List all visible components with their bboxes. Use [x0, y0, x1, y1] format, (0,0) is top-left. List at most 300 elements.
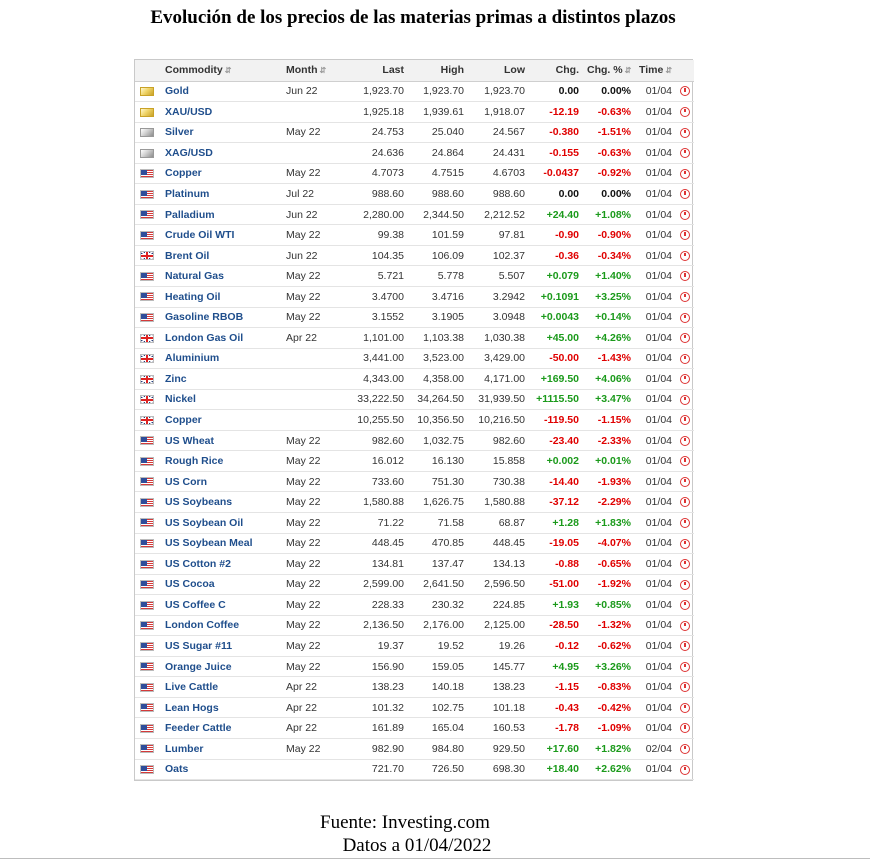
- last-cell: 134.81: [337, 554, 408, 575]
- commodity-link[interactable]: London Coffee: [165, 619, 240, 632]
- chg-pct-cell: -1.32%: [583, 615, 635, 636]
- us-flag-icon: [140, 662, 154, 671]
- commodity-link[interactable]: Brent Oil: [165, 249, 210, 262]
- low-cell: 68.87: [468, 512, 529, 533]
- time-cell: 01/04: [635, 697, 676, 718]
- last-cell: 2,280.00: [337, 204, 408, 225]
- commodity-link[interactable]: XAU/USD: [165, 105, 213, 118]
- commodity-link[interactable]: Gold: [165, 85, 189, 98]
- chg-pct-cell: -2.33%: [583, 430, 635, 451]
- clock-icon[interactable]: [680, 477, 690, 487]
- clock-icon[interactable]: [680, 333, 690, 343]
- clock-icon[interactable]: [680, 415, 690, 425]
- chg-cell: +1115.50: [529, 389, 583, 410]
- clock-cell: [676, 122, 694, 143]
- time-cell: 01/04: [635, 307, 676, 328]
- us-flag-icon: [140, 642, 154, 651]
- us-flag-icon: [140, 457, 154, 466]
- commodity-link[interactable]: US Soybeans: [165, 496, 233, 509]
- clock-icon[interactable]: [680, 271, 690, 281]
- time-cell: 01/04: [635, 492, 676, 513]
- commodity-cell: [161, 122, 282, 143]
- time-cell: 01/04: [635, 81, 676, 102]
- high-cell: 4,358.00: [408, 369, 468, 390]
- header-chg[interactable]: Chg.: [529, 60, 583, 81]
- commodity-link[interactable]: Natural Gas: [165, 270, 224, 283]
- last-cell: 228.33: [337, 595, 408, 616]
- commodity-cell: [161, 759, 282, 780]
- clock-icon[interactable]: [680, 210, 690, 220]
- commodity-link[interactable]: Platinum: [165, 188, 210, 200]
- last-cell: 448.45: [337, 533, 408, 554]
- chg-cell: -37.12: [529, 492, 583, 513]
- commodity-link[interactable]: London Gas Oil: [165, 331, 244, 344]
- header-high[interactable]: High: [408, 60, 468, 81]
- flag-cell: [135, 718, 161, 739]
- flag-cell: [135, 122, 161, 143]
- clock-icon[interactable]: [680, 313, 690, 323]
- flag-cell: [135, 266, 161, 287]
- clock-cell: [676, 430, 694, 451]
- commodity-cell: [161, 677, 282, 698]
- commodity-cell: [161, 286, 282, 307]
- chg-pct-cell: -0.63%: [583, 143, 635, 164]
- commodity-link[interactable]: US Soybean Meal: [165, 537, 253, 550]
- commodity-cell: [161, 184, 282, 205]
- clock-icon[interactable]: [680, 128, 690, 138]
- clock-cell: [676, 512, 694, 533]
- commodity-link[interactable]: Lumber: [165, 742, 204, 755]
- low-cell: 1,030.38: [468, 328, 529, 349]
- month-cell: May 22: [282, 533, 337, 554]
- low-cell: 15.858: [468, 451, 529, 472]
- commodity-link[interactable]: Copper: [165, 414, 202, 427]
- time-cell: 01/04: [635, 369, 676, 390]
- chg-pct-cell: -1.92%: [583, 574, 635, 595]
- time-cell: 01/04: [635, 143, 676, 164]
- low-cell: 97.81: [468, 225, 529, 246]
- gold-bar-icon: [140, 87, 154, 96]
- high-cell: 25.040: [408, 122, 468, 143]
- flag-cell: [135, 697, 161, 718]
- last-cell: 156.90: [337, 656, 408, 677]
- clock-icon[interactable]: [680, 148, 690, 158]
- flag-cell: [135, 636, 161, 657]
- flag-cell: [135, 143, 161, 164]
- commodity-link[interactable]: Gasoline RBOB: [165, 311, 244, 324]
- table-row: [135, 81, 694, 102]
- time-cell: 02/04: [635, 739, 676, 760]
- commodity-link[interactable]: US Wheat: [165, 434, 215, 447]
- month-cell: May 22: [282, 636, 337, 657]
- high-cell: 751.30: [408, 471, 468, 492]
- header-time[interactable]: [635, 60, 676, 81]
- clock-cell: [676, 266, 694, 287]
- high-cell: 159.05: [408, 656, 468, 677]
- last-cell: 988.60: [337, 184, 408, 205]
- last-cell: 2,136.50: [337, 615, 408, 636]
- high-cell: 1,103.38: [408, 328, 468, 349]
- month-cell: Apr 22: [282, 718, 337, 739]
- time-cell: 01/04: [635, 245, 676, 266]
- time-cell: 01/04: [635, 656, 676, 677]
- flag-cell: [135, 533, 161, 554]
- table-header-row: [135, 60, 694, 81]
- month-cell: Jun 22: [282, 245, 337, 266]
- data-date-line: Datos a 01/04/2022: [342, 835, 492, 856]
- clock-cell: [676, 184, 694, 205]
- commodity-cell: [161, 266, 282, 287]
- chg-pct-cell: -1.43%: [583, 348, 635, 369]
- clock-icon[interactable]: [680, 107, 690, 117]
- commodity-cell: [161, 143, 282, 164]
- commodity-cell: [161, 451, 282, 472]
- high-cell: 2,176.00: [408, 615, 468, 636]
- chg-cell: -1.15: [529, 677, 583, 698]
- clock-icon[interactable]: [680, 395, 690, 405]
- clock-cell: [676, 143, 694, 164]
- low-cell: 145.77: [468, 656, 529, 677]
- time-cell: 01/04: [635, 759, 676, 780]
- low-cell: 160.53: [468, 718, 529, 739]
- time-cell: 01/04: [635, 328, 676, 349]
- clock-icon[interactable]: [680, 518, 690, 528]
- high-cell: 5.778: [408, 266, 468, 287]
- uk-flag-icon: [140, 395, 154, 404]
- commodity-link[interactable]: XAG/USD: [165, 146, 213, 159]
- commodity-link[interactable]: Palladium: [165, 208, 215, 221]
- flag-cell: [135, 102, 161, 123]
- clock-icon[interactable]: [680, 292, 690, 302]
- clock-icon[interactable]: [680, 682, 690, 692]
- month-cell: May 22: [282, 595, 337, 616]
- commodity-cell: [161, 574, 282, 595]
- high-cell: 988.60: [408, 184, 468, 205]
- table-row: [135, 225, 694, 246]
- clock-icon[interactable]: [680, 641, 690, 651]
- commodity-cell: [161, 410, 282, 431]
- commodity-cell: [161, 328, 282, 349]
- table-row: [135, 122, 694, 143]
- us-flag-icon: [140, 744, 154, 753]
- table-row: [135, 512, 694, 533]
- high-cell: 16.130: [408, 451, 468, 472]
- us-flag-icon: [140, 765, 154, 774]
- commodity-cell: [161, 636, 282, 657]
- flag-cell: [135, 204, 161, 225]
- month-cell: May 22: [282, 554, 337, 575]
- flag-cell: [135, 225, 161, 246]
- commodity-link[interactable]: Feeder Cattle: [165, 722, 232, 735]
- chg-pct-cell: -1.09%: [583, 718, 635, 739]
- sort-icon[interactable]: ⇵: [224, 66, 232, 76]
- us-flag-icon: [140, 231, 154, 240]
- bottom-divider: [0, 858, 870, 859]
- commodity-link[interactable]: Heating Oil: [165, 290, 221, 303]
- month-cell: Apr 22: [282, 328, 337, 349]
- clock-icon[interactable]: [680, 169, 690, 179]
- month-cell: Jul 22: [282, 184, 337, 205]
- time-cell: 01/04: [635, 184, 676, 205]
- chg-pct-cell: -1.93%: [583, 471, 635, 492]
- commodity-link[interactable]: US Sugar #11: [165, 640, 233, 653]
- us-flag-icon: [140, 313, 154, 322]
- time-cell: 01/04: [635, 348, 676, 369]
- chg-cell: -0.0437: [529, 163, 583, 184]
- clock-icon[interactable]: [680, 456, 690, 466]
- low-cell: 730.38: [468, 471, 529, 492]
- clock-icon[interactable]: [680, 189, 690, 199]
- flag-cell: [135, 554, 161, 575]
- commodity-link[interactable]: Crude Oil WTI: [165, 229, 235, 242]
- high-cell: 470.85: [408, 533, 468, 554]
- time-cell: 01/04: [635, 471, 676, 492]
- last-cell: 104.35: [337, 245, 408, 266]
- commodity-link[interactable]: Lean Hogs: [165, 701, 219, 714]
- clock-icon[interactable]: [680, 86, 690, 96]
- chg-pct-cell: -1.51%: [583, 122, 635, 143]
- month-cell: May 22: [282, 163, 337, 184]
- flag-cell: [135, 677, 161, 698]
- chg-cell: +4.95: [529, 656, 583, 677]
- last-cell: 721.70: [337, 759, 408, 780]
- us-flag-icon: [140, 518, 154, 527]
- high-cell: 3,523.00: [408, 348, 468, 369]
- time-cell: 01/04: [635, 266, 676, 287]
- table-row: [135, 656, 694, 677]
- commodity-link[interactable]: Zinc: [165, 372, 187, 385]
- high-cell: 2,641.50: [408, 574, 468, 595]
- low-cell: 24.567: [468, 122, 529, 143]
- us-flag-icon: [140, 560, 154, 569]
- flag-cell: [135, 471, 161, 492]
- commodity-link[interactable]: US Soybean Oil: [165, 516, 244, 529]
- uk-flag-icon: [140, 375, 154, 384]
- table-row: [135, 389, 694, 410]
- clock-icon[interactable]: [680, 662, 690, 672]
- clock-cell: [676, 410, 694, 431]
- month-cell: May 22: [282, 266, 337, 287]
- clock-cell: [676, 245, 694, 266]
- table-row: [135, 574, 694, 595]
- last-cell: 4.7073: [337, 163, 408, 184]
- time-cell: 01/04: [635, 204, 676, 225]
- clock-icon[interactable]: [680, 374, 690, 384]
- commodity-cell: [161, 245, 282, 266]
- chg-pct-cell: +1.40%: [583, 266, 635, 287]
- month-cell: [282, 389, 337, 410]
- month-cell: May 22: [282, 656, 337, 677]
- commodity-link[interactable]: US Cocoa: [165, 578, 215, 591]
- chg-cell: +45.00: [529, 328, 583, 349]
- time-cell: 01/04: [635, 451, 676, 472]
- clock-icon[interactable]: [680, 621, 690, 631]
- chg-cell: -51.00: [529, 574, 583, 595]
- flag-cell: [135, 430, 161, 451]
- time-cell: 01/04: [635, 512, 676, 533]
- chg-pct-cell: -0.83%: [583, 677, 635, 698]
- clock-icon[interactable]: [680, 703, 690, 713]
- us-flag-icon: [140, 210, 154, 219]
- header-month[interactable]: [282, 60, 337, 81]
- chg-cell: -1.78: [529, 718, 583, 739]
- commodity-link[interactable]: US Coffee C: [165, 598, 226, 611]
- flag-cell: [135, 615, 161, 636]
- time-cell: 01/04: [635, 286, 676, 307]
- sort-icon[interactable]: ⇵: [665, 66, 673, 76]
- chg-pct-cell: +2.62%: [583, 759, 635, 780]
- table-row: [135, 430, 694, 451]
- sort-icon[interactable]: ⇵: [319, 66, 327, 76]
- high-cell: 1,626.75: [408, 492, 468, 513]
- commodity-cell: [161, 595, 282, 616]
- table-row: [135, 554, 694, 575]
- clock-icon[interactable]: [680, 539, 690, 549]
- commodity-link[interactable]: Orange Juice: [165, 660, 232, 673]
- chg-pct-cell: -2.29%: [583, 492, 635, 513]
- flag-cell: [135, 369, 161, 390]
- clock-icon[interactable]: [680, 580, 690, 590]
- month-cell: May 22: [282, 451, 337, 472]
- low-cell: 2,212.52: [468, 204, 529, 225]
- high-cell: 102.75: [408, 697, 468, 718]
- uk-flag-icon: [140, 251, 154, 260]
- clock-icon[interactable]: [680, 744, 690, 754]
- commodity-link[interactable]: Silver: [165, 126, 194, 139]
- chg-pct-cell: -0.62%: [583, 636, 635, 657]
- table-row: [135, 410, 694, 431]
- commodity-link[interactable]: Aluminium: [165, 352, 220, 365]
- time-cell: 01/04: [635, 410, 676, 431]
- clock-icon[interactable]: [680, 354, 690, 364]
- us-flag-icon: [140, 436, 154, 445]
- time-cell: 01/04: [635, 718, 676, 739]
- clock-icon[interactable]: [680, 230, 690, 240]
- table-row: [135, 595, 694, 616]
- clock-cell: [676, 595, 694, 616]
- high-cell: 3.1905: [408, 307, 468, 328]
- commodity-cell: [161, 389, 282, 410]
- chg-cell: +0.1091: [529, 286, 583, 307]
- time-cell: 01/04: [635, 595, 676, 616]
- flag-cell: [135, 759, 161, 780]
- high-cell: 1,032.75: [408, 430, 468, 451]
- low-cell: 102.37: [468, 245, 529, 266]
- commodity-cell: [161, 348, 282, 369]
- low-cell: 224.85: [468, 595, 529, 616]
- clock-cell: [676, 102, 694, 123]
- commodity-cell: [161, 369, 282, 390]
- sort-icon[interactable]: ⇵: [624, 66, 632, 76]
- clock-cell: [676, 328, 694, 349]
- high-cell: 101.59: [408, 225, 468, 246]
- table-row: [135, 245, 694, 266]
- chg-cell: 0.00: [529, 184, 583, 205]
- low-cell: 10,216.50: [468, 410, 529, 431]
- high-cell: 71.58: [408, 512, 468, 533]
- commodity-cell: [161, 718, 282, 739]
- low-cell: 1,923.70: [468, 81, 529, 102]
- commodity-link[interactable]: US Corn: [165, 475, 207, 488]
- low-cell: 2,596.50: [468, 574, 529, 595]
- table-row: [135, 739, 694, 760]
- header-chg-pct-label: Chg. %: [587, 64, 623, 77]
- low-cell: 988.60: [468, 184, 529, 205]
- clock-icon[interactable]: [680, 765, 690, 775]
- commodity-link[interactable]: US Cotton #2: [165, 557, 231, 570]
- clock-icon[interactable]: [680, 600, 690, 610]
- chg-cell: -119.50: [529, 410, 583, 431]
- low-cell: 3.2942: [468, 286, 529, 307]
- header-last[interactable]: Last: [337, 60, 408, 81]
- last-cell: 161.89: [337, 718, 408, 739]
- clock-icon[interactable]: [680, 436, 690, 446]
- flag-cell: [135, 163, 161, 184]
- clock-icon[interactable]: [680, 723, 690, 733]
- chg-cell: -28.50: [529, 615, 583, 636]
- clock-icon[interactable]: [680, 559, 690, 569]
- header-commodity[interactable]: [161, 60, 282, 81]
- header-low[interactable]: Low: [468, 60, 529, 81]
- chg-cell: -0.155: [529, 143, 583, 164]
- low-cell: 134.13: [468, 554, 529, 575]
- chg-pct-cell: -4.07%: [583, 533, 635, 554]
- commodity-link[interactable]: Rough Rice: [165, 455, 224, 468]
- clock-icon[interactable]: [680, 251, 690, 261]
- month-cell: [282, 102, 337, 123]
- commodity-cell: [161, 697, 282, 718]
- chg-pct-cell: +1.08%: [583, 204, 635, 225]
- clock-cell: [676, 225, 694, 246]
- low-cell: 448.45: [468, 533, 529, 554]
- header-chg-pct[interactable]: [583, 60, 635, 81]
- chg-pct-cell: -0.34%: [583, 245, 635, 266]
- time-cell: 01/04: [635, 430, 676, 451]
- low-cell: 101.18: [468, 697, 529, 718]
- chg-cell: +0.0043: [529, 307, 583, 328]
- chg-pct-cell: +0.14%: [583, 307, 635, 328]
- last-cell: 101.32: [337, 697, 408, 718]
- commodity-cell: [161, 430, 282, 451]
- commodity-cell: [161, 512, 282, 533]
- us-flag-icon: [140, 601, 154, 610]
- commodity-link[interactable]: Live Cattle: [165, 681, 219, 694]
- clock-cell: [676, 636, 694, 657]
- clock-icon[interactable]: [680, 497, 690, 507]
- time-cell: 01/04: [635, 615, 676, 636]
- high-cell: 1,939.61: [408, 102, 468, 123]
- chg-cell: +0.079: [529, 266, 583, 287]
- table-row: [135, 492, 694, 513]
- chg-cell: -14.40: [529, 471, 583, 492]
- clock-cell: [676, 759, 694, 780]
- low-cell: 929.50: [468, 739, 529, 760]
- commodity-link[interactable]: Nickel: [165, 393, 196, 406]
- last-cell: 1,925.18: [337, 102, 408, 123]
- chg-cell: -50.00: [529, 348, 583, 369]
- chg-pct-cell: +1.83%: [583, 512, 635, 533]
- month-cell: Jun 22: [282, 204, 337, 225]
- last-cell: 24.636: [337, 143, 408, 164]
- commodity-link[interactable]: Oats: [165, 763, 189, 776]
- chg-pct-cell: +3.47%: [583, 389, 635, 410]
- time-cell: 01/04: [635, 554, 676, 575]
- clock-cell: [676, 718, 694, 739]
- clock-cell: [676, 697, 694, 718]
- last-cell: 5.721: [337, 266, 408, 287]
- table-row: [135, 697, 694, 718]
- commodity-link[interactable]: Copper: [165, 167, 202, 180]
